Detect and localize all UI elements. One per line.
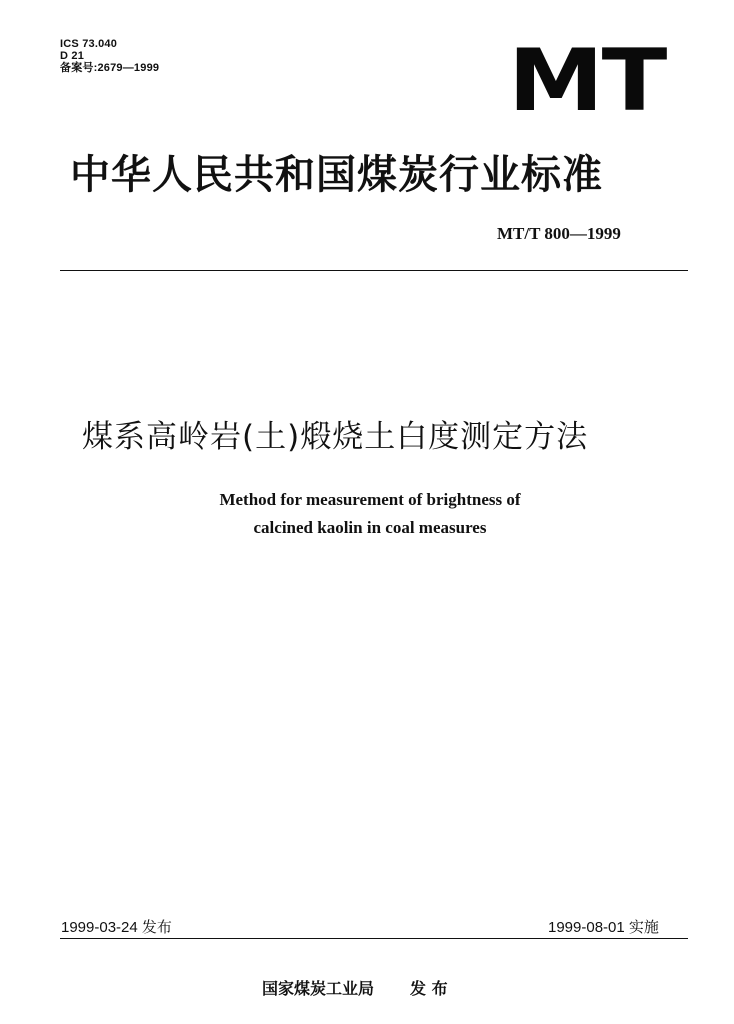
publisher-line: [262, 976, 448, 999]
header-meta: [60, 38, 159, 74]
industry-standard-title: 中华人民共和国煤炭行业标准: [70, 152, 603, 198]
ics-code: ICS 73.040: [60, 38, 118, 50]
document-title-english: [150, 486, 590, 542]
bottom-divider: [60, 938, 688, 939]
implementation-date: 1999-08-01 实施: [548, 919, 659, 936]
issue-date: 1999-03-24 发布: [61, 919, 172, 936]
english-title-line-2: calcined kaolin in coal measures: [253, 518, 487, 537]
publisher-action: 发 布: [410, 979, 448, 998]
top-divider: [60, 270, 688, 271]
english-title-line-1: Method for measurement of brightness of: [219, 490, 521, 509]
mt-logo: MT: [508, 31, 666, 131]
document-title-chinese: 煤系高岭岩(土)煅烧土白度测定方法: [82, 419, 589, 455]
standard-number: MT/T 800—1999: [497, 224, 621, 243]
record-number: 备案号:2679—1999: [60, 62, 160, 74]
classification-code: D 21: [60, 50, 85, 62]
publisher-organization: 国家煤炭工业局: [262, 979, 375, 998]
